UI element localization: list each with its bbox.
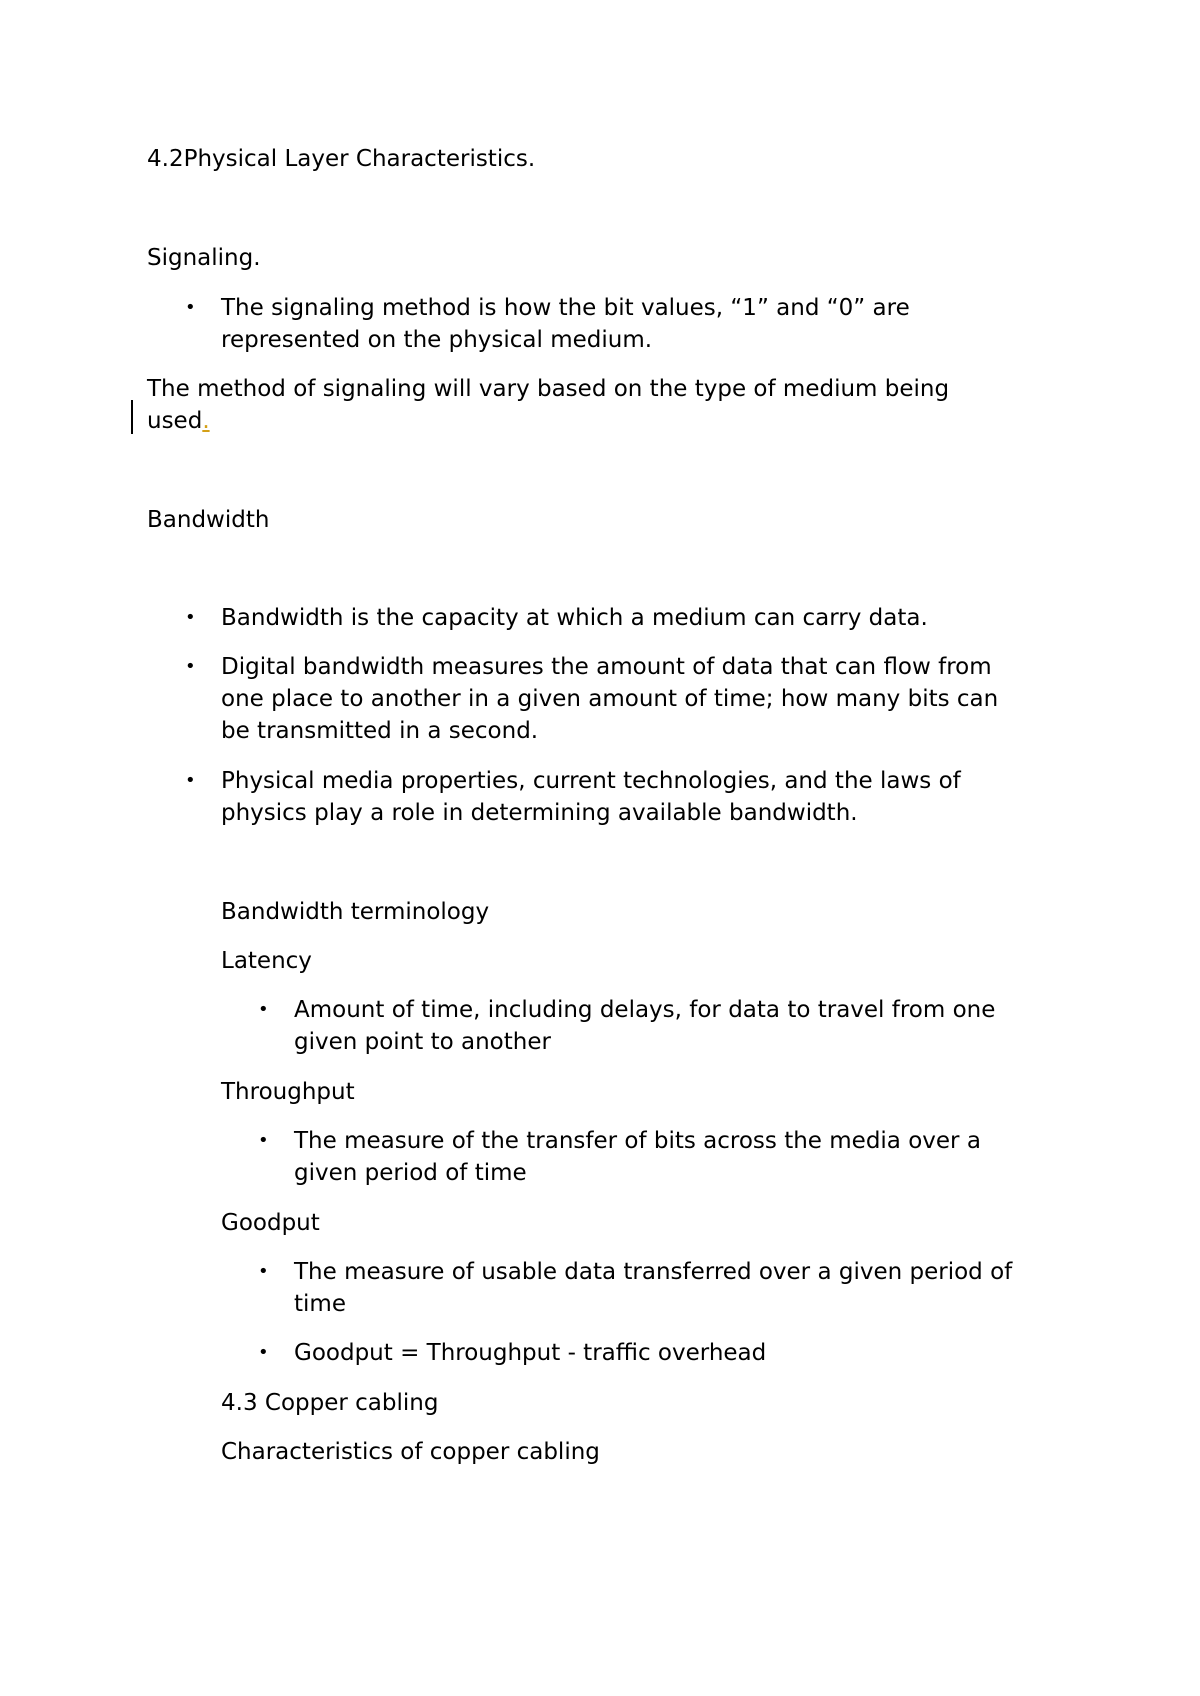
text-cursor (131, 400, 133, 434)
signaling-paragraph-line2: used. (147, 408, 210, 434)
latency-line1: Amount of time, including delays, for data to travel from one (294, 997, 996, 1023)
bullet-icon: • (258, 1261, 269, 1282)
copper-subtitle: Characteristics of copper cabling (221, 1439, 600, 1465)
bullet-icon: • (185, 607, 196, 628)
spelling-mark: . (202, 408, 210, 434)
throughput-line2: given period of time (294, 1160, 527, 1186)
throughput-line1: The measure of the transfer of bits across the media over a (294, 1128, 981, 1154)
terminology-title: Bandwidth terminology (221, 899, 490, 925)
goodput-bullet-1-line2: time (294, 1291, 346, 1317)
signaling-bullet-line2: represented on the physical medium. (221, 327, 653, 353)
bullet-icon: • (258, 1342, 269, 1363)
signaling-paragraph-line1: The method of signaling will vary based on the type of medium being (147, 376, 950, 402)
signaling-bullet-line1: The signaling method is how the bit values, “1” and “0” are (221, 295, 910, 321)
bullet-icon: • (185, 656, 196, 677)
signaling-title: Signaling. (147, 245, 261, 271)
bandwidth-bullet-2-line1: Digital bandwidth measures the amount of data that can flow from (221, 654, 992, 680)
bandwidth-bullet-2-line3: be transmitted in a second. (221, 718, 539, 744)
throughput-title: Throughput (221, 1079, 355, 1105)
bandwidth-bullet-3-line1: Physical media properties, current technologies, and the laws of (221, 768, 961, 794)
bullet-icon: • (185, 297, 196, 318)
bandwidth-title: Bandwidth (147, 507, 270, 533)
latency-line2: given point to another (294, 1029, 551, 1055)
bandwidth-bullet-1: Bandwidth is the capacity at which a medium can carry data. (221, 605, 928, 631)
bandwidth-bullet-2-line2: one place to another in a given amount of time; how many bits can (221, 686, 999, 712)
section-heading: 4.2Physical Layer Characteristics. (147, 146, 536, 172)
bullet-icon: • (258, 1130, 269, 1151)
goodput-bullet-2: Goodput = Throughput - traffic overhead (294, 1340, 767, 1366)
latency-title: Latency (221, 948, 312, 974)
copper-title: 4.3 Copper cabling (221, 1390, 439, 1416)
bandwidth-bullet-3-line2: physics play a role in determining available bandwidth. (221, 800, 858, 826)
bullet-icon: • (258, 999, 269, 1020)
bullet-icon: • (185, 770, 196, 791)
goodput-bullet-1-line1: The measure of usable data transferred over a given period of (294, 1259, 1013, 1285)
goodput-title: Goodput (221, 1210, 320, 1236)
